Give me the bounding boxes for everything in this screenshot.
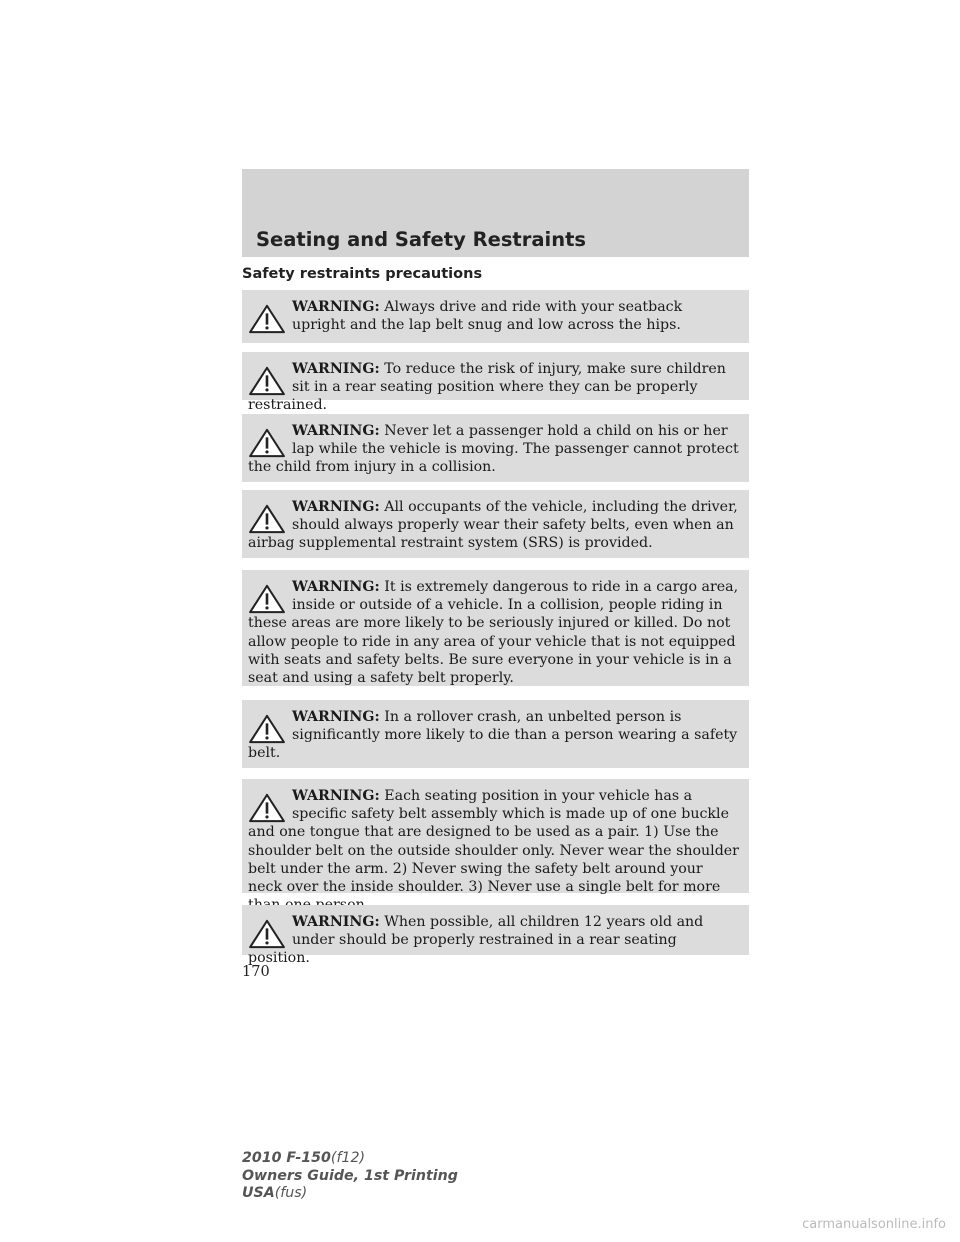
warning-text: Always drive and ride with your seatback upright and the lap belt snug and low across the hips. — [292, 299, 683, 334]
warning-label: WARNING: — [292, 299, 380, 315]
warning-text: To reduce the risk of injury, make sure children sit in a rear seating position where they can be properly restrained. — [248, 361, 726, 414]
warning-triangle-icon — [248, 504, 286, 534]
section-title: Safety restraints precautions — [242, 266, 483, 282]
warning-text: All occupants of the vehicle, including the driver, should always properly wear their safety belts, even when an airbag supplemental restraint system (SRS) is provided. — [248, 499, 738, 552]
warning-text: In a rollover crash, an unbelted person is significantly more likely to die than a person wearing a safety belt. — [248, 709, 738, 762]
warning-box — [242, 570, 749, 686]
warning-text: It is extremely dangerous to ride in a cargo area, inside or outside of a vehicle. In a collision, people riding in these areas are more likely to be seriously injured or killed. Do not allow people to ride in any area of your vehicle that is not equipped with seats and safety belts. Be sure everyone in your vehicle is in a seat and using a safety belt properly. — [248, 579, 739, 687]
footer-code: (f12) — [330, 1150, 366, 1166]
footer-market-code: (fus) — [274, 1185, 308, 1201]
warning-label: WARNING: — [292, 788, 380, 804]
footer-line — [242, 1150, 458, 1168]
warning-triangle-icon — [248, 793, 286, 823]
footer-market: USA — [242, 1185, 275, 1201]
warning-box — [242, 414, 749, 482]
warning-box — [242, 352, 749, 414]
warning-triangle-icon — [248, 584, 286, 614]
warning-triangle-icon — [248, 919, 286, 949]
warning-text: When possible, all children 12 years old and under should be properly restrained in a rear seating position. — [248, 914, 704, 967]
warning-triangle-icon — [248, 366, 286, 396]
page-number: 170 — [242, 964, 270, 980]
warning-label: WARNING: — [292, 499, 380, 515]
footer-line — [242, 1185, 458, 1203]
warning-box — [242, 490, 749, 558]
warning-label: WARNING: — [292, 423, 380, 439]
warning-label: WARNING: — [292, 709, 380, 725]
section-header-band — [242, 169, 749, 257]
warning-triangle-icon — [248, 428, 286, 458]
warning-triangle-icon — [248, 714, 286, 744]
footer-model: 2010 F-150 — [242, 1150, 331, 1166]
watermark: carmanualsonline.info — [802, 1217, 946, 1232]
warning-box — [242, 905, 749, 967]
warning-box — [242, 700, 749, 768]
warning-triangle-icon — [248, 304, 286, 334]
warning-text: Never let a passenger hold a child on his or her lap while the vehicle is moving. The passenger cannot protect the child from injury in a collision. — [248, 423, 739, 476]
warning-box — [242, 290, 749, 343]
warning-label: WARNING: — [292, 361, 380, 377]
warning-box — [242, 779, 749, 896]
footer-printing: Owners Guide, 1st Printing — [242, 1167, 458, 1184]
print-footer — [242, 1150, 458, 1203]
warning-label: WARNING: — [292, 914, 380, 930]
warning-text: Each seating position in your vehicle has a specific safety belt assembly which is made up of one buckle and one tongue that are designed to be used as a pair. 1) Use the shoulder belt on the outside shoulder only. Never wear the shoulder belt under the arm. 2) Never swing the safety belt around your neck over the inside shoulder. 3) Never use a single belt for more — [248, 788, 739, 896]
warning-label: WARNING: — [292, 579, 380, 595]
header-title: Seating and Safety Restraints — [256, 228, 587, 251]
